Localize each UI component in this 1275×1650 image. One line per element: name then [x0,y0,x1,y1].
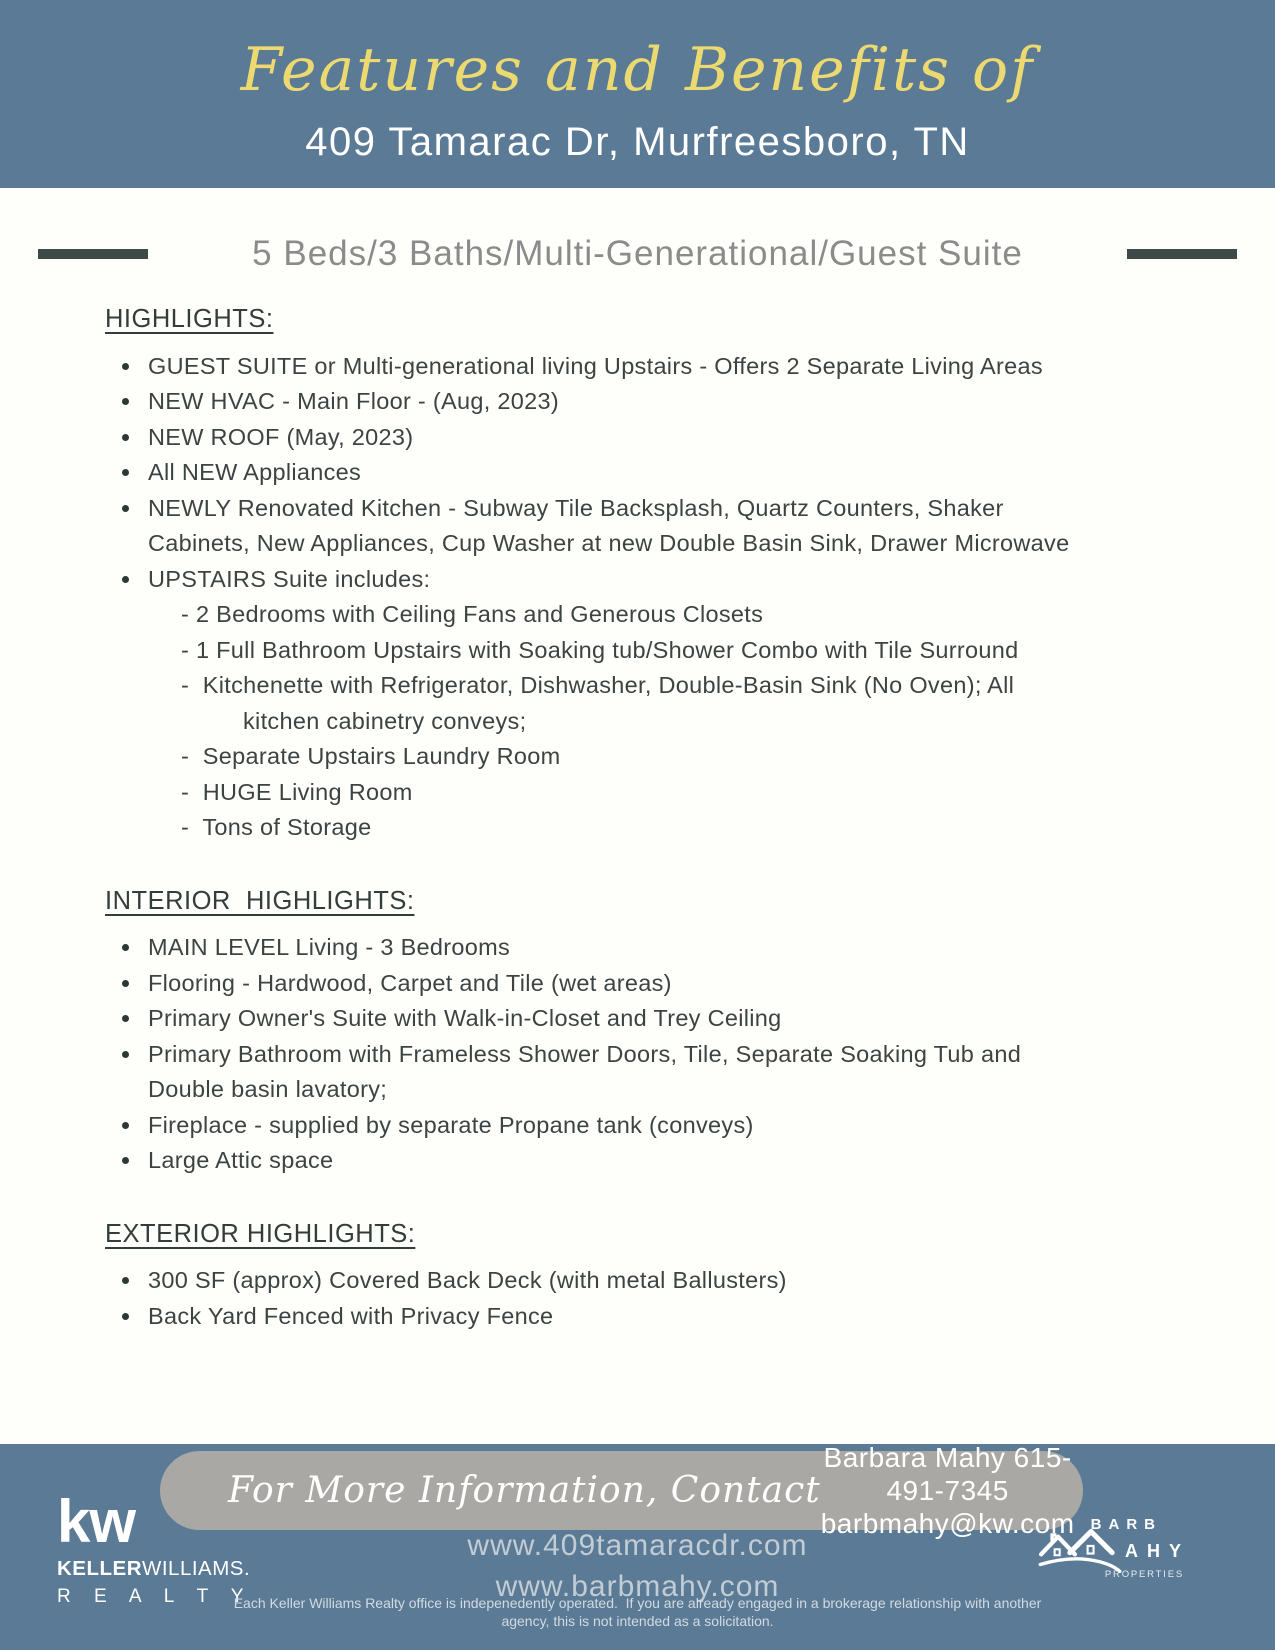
contact-cta-script: For More Information, Contact [228,1470,821,1511]
interior-heading: INTERIOR HIGHLIGHTS: [105,886,415,915]
contact-name-phone: Barbara Mahy 615-491-7345 [823,1442,1072,1506]
contact-email[interactable]: barbmahy@kw.com [820,1508,1075,1539]
sub-list-item: - Tons of Storage [181,814,372,840]
kw-wordmark-realty: R E A L T Y [57,1586,253,1607]
exterior-heading: EXTERIOR HIGHLIGHTS: [105,1219,416,1248]
list-item: NEW ROOF (May, 2023) [105,420,1187,456]
barb-mahy-house-icon [1037,1529,1123,1573]
list-item: NEW HVAC - Main Floor - (Aug, 2023) [105,384,1187,420]
sub-list-item: - 1 Full Bathroom Upstairs with Soaking tub/Shower Combo with Tile Surround [181,636,1019,663]
list-item: Flooring - Hardwood, Carpet and Tile (wet areas) [105,966,1187,1002]
right-accent-bar [1127,249,1237,259]
kw-wordmark-williams: WILLIAMS. [142,1557,251,1580]
exterior-list [105,1263,1187,1334]
subtitle-row [0,234,1275,274]
highlights-heading: HIGHLIGHTS: [105,305,274,333]
kw-logo-mark: kw [57,1488,136,1555]
list-item: GUEST SUITE or Multi-generational living Upstairs - Offers 2 Separate Living Areas [105,349,1187,385]
section-exterior-highlights [105,1217,1187,1335]
barb-logo-barb: BARB [1090,1516,1162,1533]
footer-band [0,1444,1275,1650]
property-address: 409 Tamarac Dr, Murfreesboro, TN [305,120,970,164]
section-highlights [105,302,1187,846]
barb-mahy-properties-logo [1020,1516,1190,1580]
barb-logo-properties: PROPERTIES [1104,1569,1184,1580]
sub-list-item: - HUGE Living Room [181,778,413,805]
left-accent-bar [38,249,148,259]
barb-logo-ahy: AHY [1124,1540,1190,1561]
header-band [0,0,1275,188]
list-item: Back Yard Fenced with Privacy Fence [105,1299,1187,1335]
flyer-body [0,274,1275,1334]
agent-website-link[interactable]: www.barbmahy.com [495,1570,780,1603]
interior-list [105,930,1187,1179]
list-item: Fireplace - supplied by separate Propane tank (conveys) [105,1108,1187,1144]
brokerage-disclaimer: Each Keller Williams Realty office is indepenedently operated. If you are already engaged in a brokerage relationship with another agency, this is not intended as a solicitation. [233,1595,1046,1629]
property-website-link[interactable]: www.409tamaracdr.com [467,1529,808,1562]
list-item: Primary Bathroom with Frameless Shower Doors, Tile, Separate Soaking Tub and [105,1037,1187,1073]
kw-wordmark-keller: KELLER [57,1557,142,1580]
section-interior-highlights [105,884,1187,1179]
highlights-list [105,349,1187,846]
list-item: Primary Owner's Suite with Walk-in-Closet and Trey Ceiling [105,1001,1187,1037]
list-item: Large Attic space [105,1143,1187,1179]
list-item-continuation: Cabinets, New Appliances, Cup Washer at new Double Basin Sink, Drawer Microwave [148,530,1070,556]
list-item: MAIN LEVEL Living - 3 Bedrooms [105,930,1187,966]
list-item: 300 SF (approx) Covered Back Deck (with metal Ballusters) [105,1263,1187,1299]
property-summary-title: 5 Beds/3 Baths/Multi-Generational/Guest Suite [252,234,1023,273]
script-title: Features and Benefits of [240,35,1035,105]
sub-list-item: - 2 Bedrooms with Ceiling Fans and Generous Closets [181,601,764,627]
list-item: All NEW Appliances [105,455,1187,491]
list-item: UPSTAIRS Suite includes: [105,562,1187,598]
list-item: NEWLY Renovated Kitchen - Subway Tile Backsplash, Quartz Counters, Shaker [105,491,1187,527]
list-item-continuation: Double basin lavatory; [148,1076,388,1102]
sub-list-item: - Kitchenette with Refrigerator, Dishwasher, Double-Basin Sink (No Oven); All [181,672,1015,698]
sub-list-item-continuation: kitchen cabinetry conveys; [243,707,527,734]
contact-pill [160,1442,1083,1539]
sub-list-item: - Separate Upstairs Laundry Room [181,743,561,769]
